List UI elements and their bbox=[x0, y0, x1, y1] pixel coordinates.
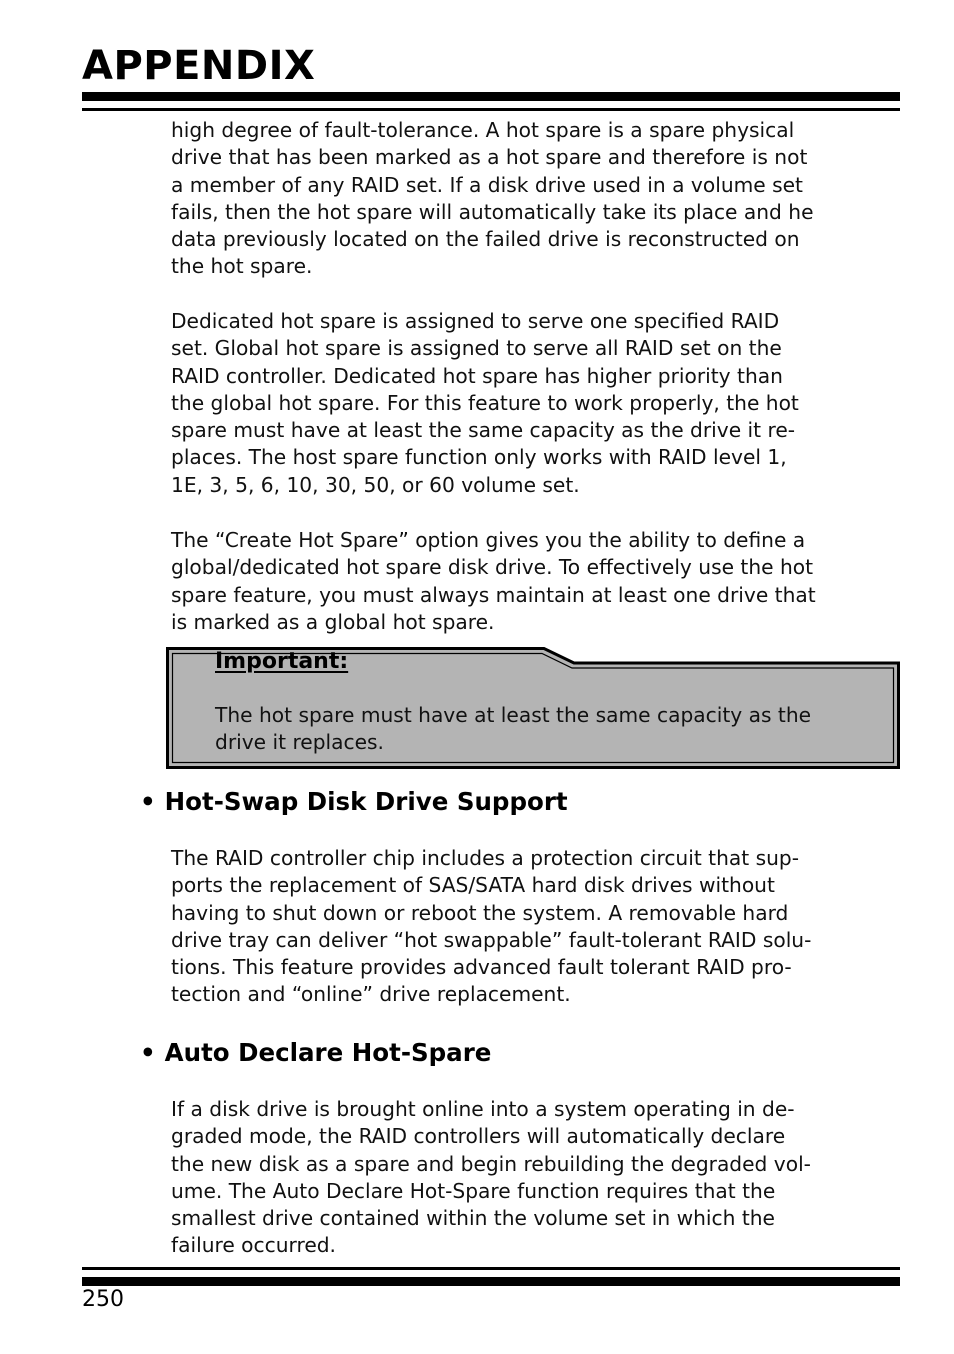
bullet-icon: • bbox=[140, 787, 156, 816]
text-line: tection and “online” drive replacement. bbox=[171, 982, 571, 1007]
paragraph-dedicated-global bbox=[171, 308, 906, 499]
text-line: places. The host spare function only works with RAID level 1, bbox=[171, 445, 787, 470]
text-line: global/dedicated hot spare disk drive. To effectively use the hot bbox=[171, 555, 814, 580]
text-line: tions. This feature provides advanced fault tolerant RAID pro- bbox=[171, 955, 792, 980]
text-line: 1E, 3, 5, 6, 10, 30, 50, or 60 volume set. bbox=[171, 472, 580, 497]
text-line: high degree of fault-tolerance. A hot spare is a spare physical bbox=[171, 118, 795, 142]
page-number: 250 bbox=[82, 1287, 124, 1312]
text-line: drive that has been marked as a hot spare and therefore is not bbox=[171, 145, 808, 170]
paragraph-hot-spare-definition bbox=[171, 117, 906, 281]
important-title: Important: bbox=[215, 649, 349, 674]
footer-rule-thick bbox=[82, 1277, 900, 1286]
section-heading-text: Hot-Swap Disk Drive Support bbox=[164, 787, 568, 816]
text-line: a member of any RAID set. If a disk drive used in a volume set bbox=[171, 172, 803, 197]
paragraph-hot-swap bbox=[171, 845, 906, 1009]
text-line: RAID controller. Dedicated hot spare has higher priority than bbox=[171, 363, 783, 388]
footer-rule-thin bbox=[82, 1267, 900, 1270]
text-line: failure occurred. bbox=[171, 1233, 336, 1258]
section-heading-auto-declare bbox=[140, 1037, 491, 1069]
text-line: fails, then the hot spare will automatically take its place and he bbox=[171, 199, 814, 224]
text-line: ports the replacement of SAS/SATA hard disk drives without bbox=[171, 873, 775, 898]
text-line: The “Create Hot Spare” option gives you the ability to define a bbox=[171, 528, 806, 552]
text-line: the global hot spare. For this feature to work properly, the hot bbox=[171, 390, 799, 415]
text-line: data previously located on the failed drive is reconstructed on bbox=[171, 227, 800, 252]
page-title: APPENDIX bbox=[82, 43, 316, 89]
text-line: The hot spare must have at least the same capacity as the bbox=[215, 703, 812, 727]
section-heading-text: Auto Declare Hot-Spare bbox=[164, 1038, 492, 1067]
text-line: the new disk as a spare and begin rebuilding the degraded vol- bbox=[171, 1151, 811, 1176]
text-line: smallest drive contained within the volume set in which the bbox=[171, 1206, 775, 1231]
text-line: having to shut down or reboot the system. A removable hard bbox=[171, 900, 789, 925]
text-line: set. Global hot spare is assigned to serve all RAID set on the bbox=[171, 336, 782, 361]
section-heading-hot-swap bbox=[140, 786, 568, 818]
text-line: graded mode, the RAID controllers will automatically declare bbox=[171, 1124, 786, 1149]
text-line: ume. The Auto Declare Hot-Spare function requires that the bbox=[171, 1178, 776, 1203]
header-rule-thick bbox=[82, 92, 900, 101]
text-line: Dedicated hot spare is assigned to serve one specified RAID bbox=[171, 309, 780, 333]
paragraph-create-hot-spare bbox=[171, 527, 906, 636]
text-line: is marked as a global hot spare. bbox=[171, 609, 495, 634]
bullet-icon: • bbox=[140, 1038, 156, 1067]
important-callout bbox=[166, 647, 900, 769]
text-line: spare feature, you must always maintain at least one drive that bbox=[171, 582, 816, 607]
text-line: drive it replaces. bbox=[215, 730, 384, 755]
important-text bbox=[215, 702, 895, 757]
header-rule-thin bbox=[82, 108, 900, 111]
text-line: spare must have at least the same capacity as the drive it re- bbox=[171, 418, 796, 443]
text-line: If a disk drive is brought online into a system operating in de- bbox=[171, 1097, 795, 1121]
paragraph-auto-declare bbox=[171, 1096, 906, 1260]
text-line: drive tray can deliver “hot swappable” fault-tolerant RAID solu- bbox=[171, 927, 812, 952]
text-line: the hot spare. bbox=[171, 254, 313, 279]
text-line: The RAID controller chip includes a protection circuit that sup- bbox=[171, 846, 799, 870]
